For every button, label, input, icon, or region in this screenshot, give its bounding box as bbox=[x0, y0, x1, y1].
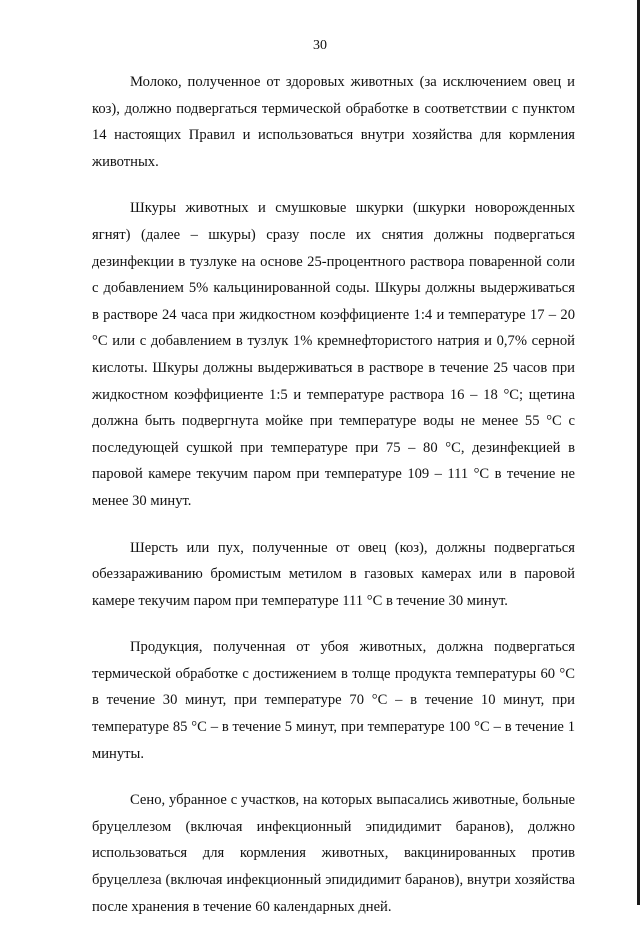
paragraph-milk: Молоко, полученное от здоровых животных (за исключением овец и коз), должно подвергаться термической обработке в соответствии с пунктом 14 настоящих Правил и использоваться внутри хозяйства для кормления животных. bbox=[92, 74, 575, 170]
page-number: 30 bbox=[313, 38, 327, 53]
paragraph-hay: Сено, убранное с участков, на которых выпасались животные, больные бруцеллезом (включая инфекционный эпидидимит баранов), должно использоваться для кормления животных, вакцинированных против бруцеллеза (включая инфекционный эпидидимит баранов), внутри хозяйства после хранения в течение 60 календарных дней. bbox=[92, 792, 575, 915]
document-body bbox=[92, 69, 575, 940]
paragraph-wool: Шерсть или пух, полученные от овец (коз), должны подвергаться обеззараживанию бромистым метилом в газовых камерах или в паровой камере текучим паром при температуре 111 °С в течение 30 минут. bbox=[92, 539, 575, 609]
paragraph-slaughter-products: Продукция, полученная от убоя животных, должна подвергаться термической обработке с достижением в толще продукта температуры 60 °С в течение 30 минут, при температуре 70 °С – в течение 10 минут, при температуре 85 °С – в течение 5 минут, при температуре 100 °С – в течение 1 минуты. bbox=[92, 639, 575, 762]
paragraph-hides: Шкуры животных и смушковые шкурки (шкурки новорожденных ягнят) (далее – шкуры) сразу после их снятия должны подвергаться дезинфекции в тузлуке на основе 25-процентного раствора поваренной соли с добавлением 5% кальцинированной соды. Шкуры должны выдерживаться в растворе 24 часа при жидкостном коэффициенте 1:4 и температуре 17 – 20 °С или с добавлением в тузлук 1% кремнефтористого натрия и 0,7% серной кислоты. Шкуры должны выдерживаться в растворе в течение 25 часов при жидкостном коэффициенте 1:5 и температуре раствора 16 – 18 °С; щетина должна быть подвергнута мойке при температуре воды не менее 55 °С с последующей сушкой при температуре при 75 – 80 °С, дезинфекцией в паровой камере текучим паром при температуре 109 – 111 °С в течение не менее 30 минут. bbox=[92, 200, 575, 509]
